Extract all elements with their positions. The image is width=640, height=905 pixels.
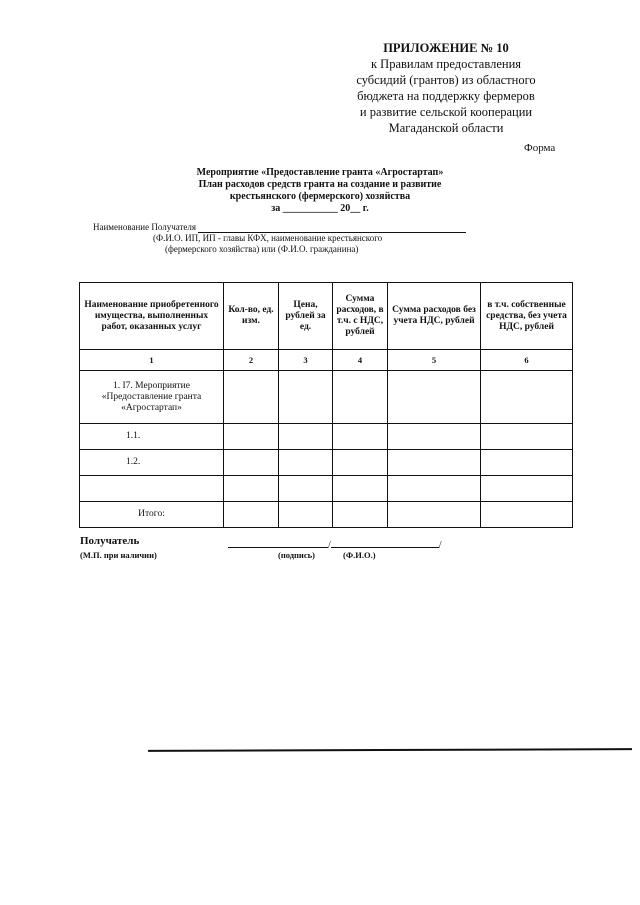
form-label: Форма [524, 142, 556, 154]
total-row [80, 502, 573, 528]
recipient-hint: (Ф.И.О. ИП, ИП - главы КФХ, наименование крестьянского [153, 233, 383, 243]
annex-line: к Правилам предоставления [370, 57, 522, 71]
column-number: 6 [481, 350, 573, 371]
table-cell[interactable] [388, 450, 481, 476]
annex-line: субсидий (грантов) из областного [356, 73, 536, 87]
signature-line[interactable] [228, 537, 328, 548]
table-cell[interactable] [333, 371, 388, 424]
recipient-signature-label: Получатель [80, 535, 140, 547]
table-cell[interactable] [481, 476, 573, 502]
column-header: Сумма расходов, в т.ч. с НДС, рублей [333, 283, 388, 350]
table-row [80, 371, 573, 424]
table-cell[interactable] [279, 476, 333, 502]
annex-line: бюджета на поддержку фермеров [357, 89, 535, 103]
column-number-row [80, 350, 573, 371]
table-cell[interactable] [481, 371, 573, 424]
table-cell[interactable] [279, 371, 333, 424]
table-cell[interactable] [333, 502, 388, 528]
table-cell[interactable] [224, 476, 279, 502]
expense-table [79, 282, 573, 528]
table-row [80, 424, 573, 450]
total-label: Итого: [80, 502, 224, 528]
column-header: Наименование приобретенного имущества, выполненных работ, оказанных услуг [80, 283, 224, 350]
stamp-hint: (М.П. при наличии) [80, 550, 157, 560]
table-cell[interactable] [333, 424, 388, 450]
heading-line: План расходов средств гранта на создание и развитие [198, 179, 442, 190]
column-header: Цена, рублей за ед. [279, 283, 333, 350]
table-cell[interactable] [224, 424, 279, 450]
annex-line: Магаданской области [388, 121, 504, 135]
recipient-block [93, 222, 466, 255]
heading-period: за ___________ 20__ г. [271, 203, 369, 214]
scan-divider-line [148, 748, 632, 752]
signature-hint: (подпись) [278, 550, 315, 560]
column-number: 1 [80, 350, 224, 371]
table-header-row [80, 283, 573, 350]
table-cell[interactable] [388, 371, 481, 424]
heading-line: Мероприятие «Предоставление гранта «Агростартап» [196, 167, 444, 178]
document-heading [120, 167, 520, 215]
recipient-fill-line[interactable] [198, 223, 466, 233]
recipient-hint: (фермерского хозяйства) или (Ф.И.О. гражданина) [165, 244, 359, 254]
row-label: 1.2. [80, 450, 224, 476]
table-cell[interactable] [388, 424, 481, 450]
table-cell[interactable] [333, 450, 388, 476]
row-label: 1.1. [80, 424, 224, 450]
table-cell[interactable] [224, 450, 279, 476]
column-number: 3 [279, 350, 333, 371]
column-header: Сумма расходов без учета НДС, рублей [388, 283, 481, 350]
annex-line: и развитие сельской кооперации [359, 105, 533, 119]
table-cell[interactable] [481, 424, 573, 450]
table-row [80, 450, 573, 476]
column-number: 2 [224, 350, 279, 371]
table-cell[interactable] [388, 476, 481, 502]
table-cell[interactable] [279, 424, 333, 450]
table-cell[interactable] [224, 502, 279, 528]
fio-hint: (Ф.И.О.) [343, 550, 376, 560]
row-label: 1. I7. Мероприятие «Предоставление гранта «Агростартап» [80, 371, 224, 424]
separator: / [438, 540, 442, 551]
annex-block [330, 40, 562, 136]
table-cell[interactable] [279, 502, 333, 528]
table-cell[interactable] [388, 502, 481, 528]
recipient-label: Наименование Получателя [93, 222, 197, 232]
table-cell[interactable] [224, 371, 279, 424]
column-number: 4 [333, 350, 388, 371]
column-header: в т.ч. собственные средства, без учета НДС, рублей [481, 283, 573, 350]
fio-line[interactable] [331, 537, 439, 548]
table-cell[interactable] [333, 476, 388, 502]
heading-line: крестьянского (фермерского) хозяйства [229, 191, 411, 202]
table-cell[interactable] [481, 502, 573, 528]
table-cell[interactable] [80, 476, 224, 502]
column-number: 5 [388, 350, 481, 371]
separator: / [328, 540, 331, 551]
column-header: Кол-во, ед. изм. [224, 283, 279, 350]
table-cell[interactable] [481, 450, 573, 476]
table-cell[interactable] [279, 450, 333, 476]
table-row [80, 476, 573, 502]
signature-lines [228, 537, 458, 551]
signature-block [80, 535, 500, 560]
annex-number: ПРИЛОЖЕНИЕ № 10 [383, 41, 509, 55]
